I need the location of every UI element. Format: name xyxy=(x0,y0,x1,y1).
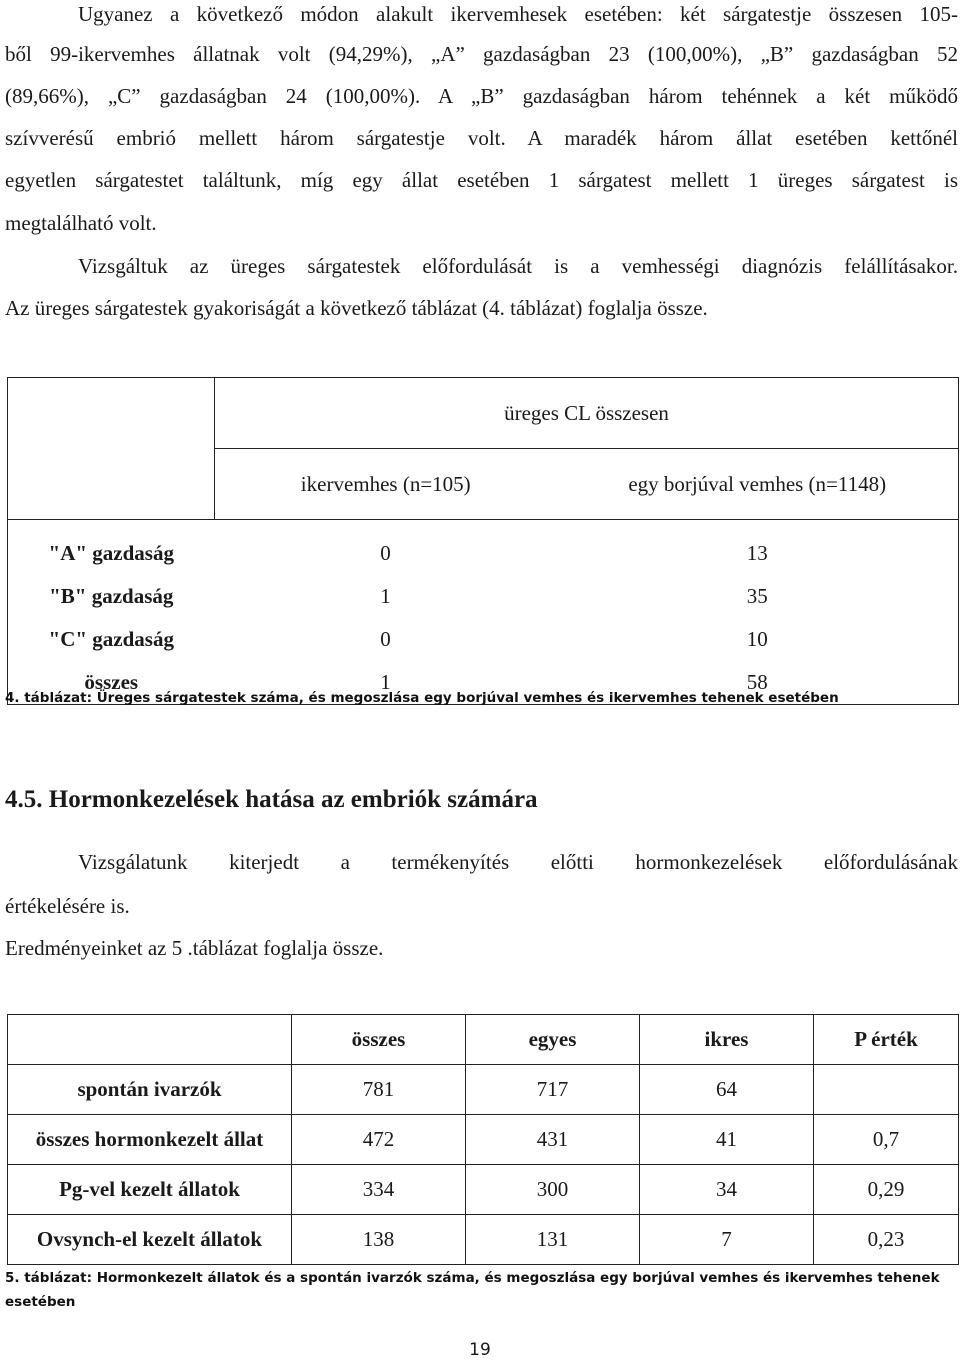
page-number: 19 xyxy=(469,1340,491,1360)
row-label: "C" gazdaság xyxy=(8,618,215,661)
table-cell: 1 xyxy=(215,661,557,705)
row-label: összes xyxy=(8,661,215,705)
row-label: spontán ivarzók xyxy=(8,1065,292,1115)
row-label: Pg-vel kezelt állatok xyxy=(8,1165,292,1215)
table-caption: esetében xyxy=(5,1294,76,1310)
table-cell: 781 xyxy=(292,1065,466,1115)
table-corner xyxy=(8,378,215,449)
table-cell: 10 xyxy=(557,618,959,661)
table-row xyxy=(8,1115,959,1165)
text-line: Az üreges sárgatestek gyakoriságát a következő táblázat (4. táblázat) foglalja össze. xyxy=(5,296,708,320)
table-group-header: üreges CL összesen xyxy=(215,378,959,449)
table-cell: 717 xyxy=(466,1065,640,1115)
table-caption: 4. táblázat: Üreges sárgatestek száma, és megoszlása egy borjúval vemhes és ikervemhes tehenek esetében xyxy=(5,690,839,706)
table-hormone xyxy=(7,1014,959,1265)
table-column-header: összes xyxy=(292,1015,466,1065)
row-label: Ovsynch-el kezelt állatok xyxy=(8,1215,292,1265)
text-line: Ugyanez a következő módon alakult ikervemhesek esetében: két sárgatestje összesen 105- xyxy=(78,2,958,26)
table-cell: 0,29 xyxy=(814,1165,959,1215)
text-line: szívverésű embrió mellett három sárgatestje volt. A maradék három állat esetében kettőnél xyxy=(5,126,958,150)
text-line: Vizsgáltuk az üreges sárgatestek előfordulását is a vemhességi diagnózis felállításakor. xyxy=(78,254,958,278)
table-cell: 131 xyxy=(466,1215,640,1265)
table-cell: 334 xyxy=(292,1165,466,1215)
table-column-header: egyes xyxy=(466,1015,640,1065)
table-cell: 0 xyxy=(215,520,557,576)
row-label: összes hormonkezelt állat xyxy=(8,1115,292,1165)
table-cell xyxy=(814,1065,959,1115)
text-line: ből 99-ikervemhes állatnak volt (94,29%), „A” gazdaságban 23 (100,00%), „B” gazdaságban 52 xyxy=(5,42,958,66)
table-cell: 1 xyxy=(380,584,391,608)
section-heading: 4.5. Hormonkezelések hatása az embriók számára xyxy=(5,786,538,813)
table-cell: 431 xyxy=(466,1115,640,1165)
table-cell: 58 xyxy=(557,661,959,705)
text-line: megtalálható volt. xyxy=(5,211,157,235)
text-line: Vizsgálatunk kiterjedt a termékenyítés előtti hormonkezelések előfordulásának xyxy=(78,850,958,874)
table-column-header: ikres xyxy=(640,1015,814,1065)
text-line: Eredményeinket az 5 .táblázat foglalja össze. xyxy=(5,936,384,960)
table-cell: 64 xyxy=(640,1065,814,1115)
table-cell: 138 xyxy=(292,1215,466,1265)
table-caption: 5. táblázat: Hormonkezelt állatok és a spontán ivarzók száma, és megoszlása egy borjúval vemhes és ikervemhes tehenek xyxy=(5,1270,940,1286)
table-corner xyxy=(8,1015,292,1065)
row-label: "B" gazdaság xyxy=(8,575,215,618)
table-column-header: ikervemhes (n=105) xyxy=(215,449,557,520)
table-cell: 13 xyxy=(557,520,959,576)
table-cell: 300 xyxy=(466,1165,640,1215)
table-cell: 41 xyxy=(640,1115,814,1165)
table-cell: 0 xyxy=(380,627,391,651)
table-row xyxy=(8,575,959,618)
table-cell: 7 xyxy=(640,1215,814,1265)
table-column-header: P érték xyxy=(814,1015,959,1065)
table-cell: 35 xyxy=(557,575,959,618)
table-hollow-cl xyxy=(7,377,959,705)
table-cell: 0,23 xyxy=(814,1215,959,1265)
table-cell: 34 xyxy=(640,1165,814,1215)
text-line: értékelésére is. xyxy=(5,894,130,918)
table-row xyxy=(8,1065,959,1115)
table-corner xyxy=(8,449,215,520)
table-cell: 472 xyxy=(292,1115,466,1165)
table-column-header: egy borjúval vemhes (n=1148) xyxy=(557,449,959,520)
table-row xyxy=(8,1165,959,1215)
text-line: egyetlen sárgatestet találtunk, míg egy állat esetében 1 sárgatest mellett 1 üreges sárgatest is xyxy=(5,168,958,192)
table-row xyxy=(8,520,959,576)
table-cell: 0,7 xyxy=(814,1115,959,1165)
table-header-row xyxy=(8,1015,959,1065)
row-label: "A" gazdaság xyxy=(8,520,215,576)
table-row xyxy=(8,618,959,661)
table-row xyxy=(8,1215,959,1265)
text-line: (89,66%), „C” gazdaságban 24 (100,00%). A „B” gazdaságban három tehénnek a két működő xyxy=(5,84,958,108)
